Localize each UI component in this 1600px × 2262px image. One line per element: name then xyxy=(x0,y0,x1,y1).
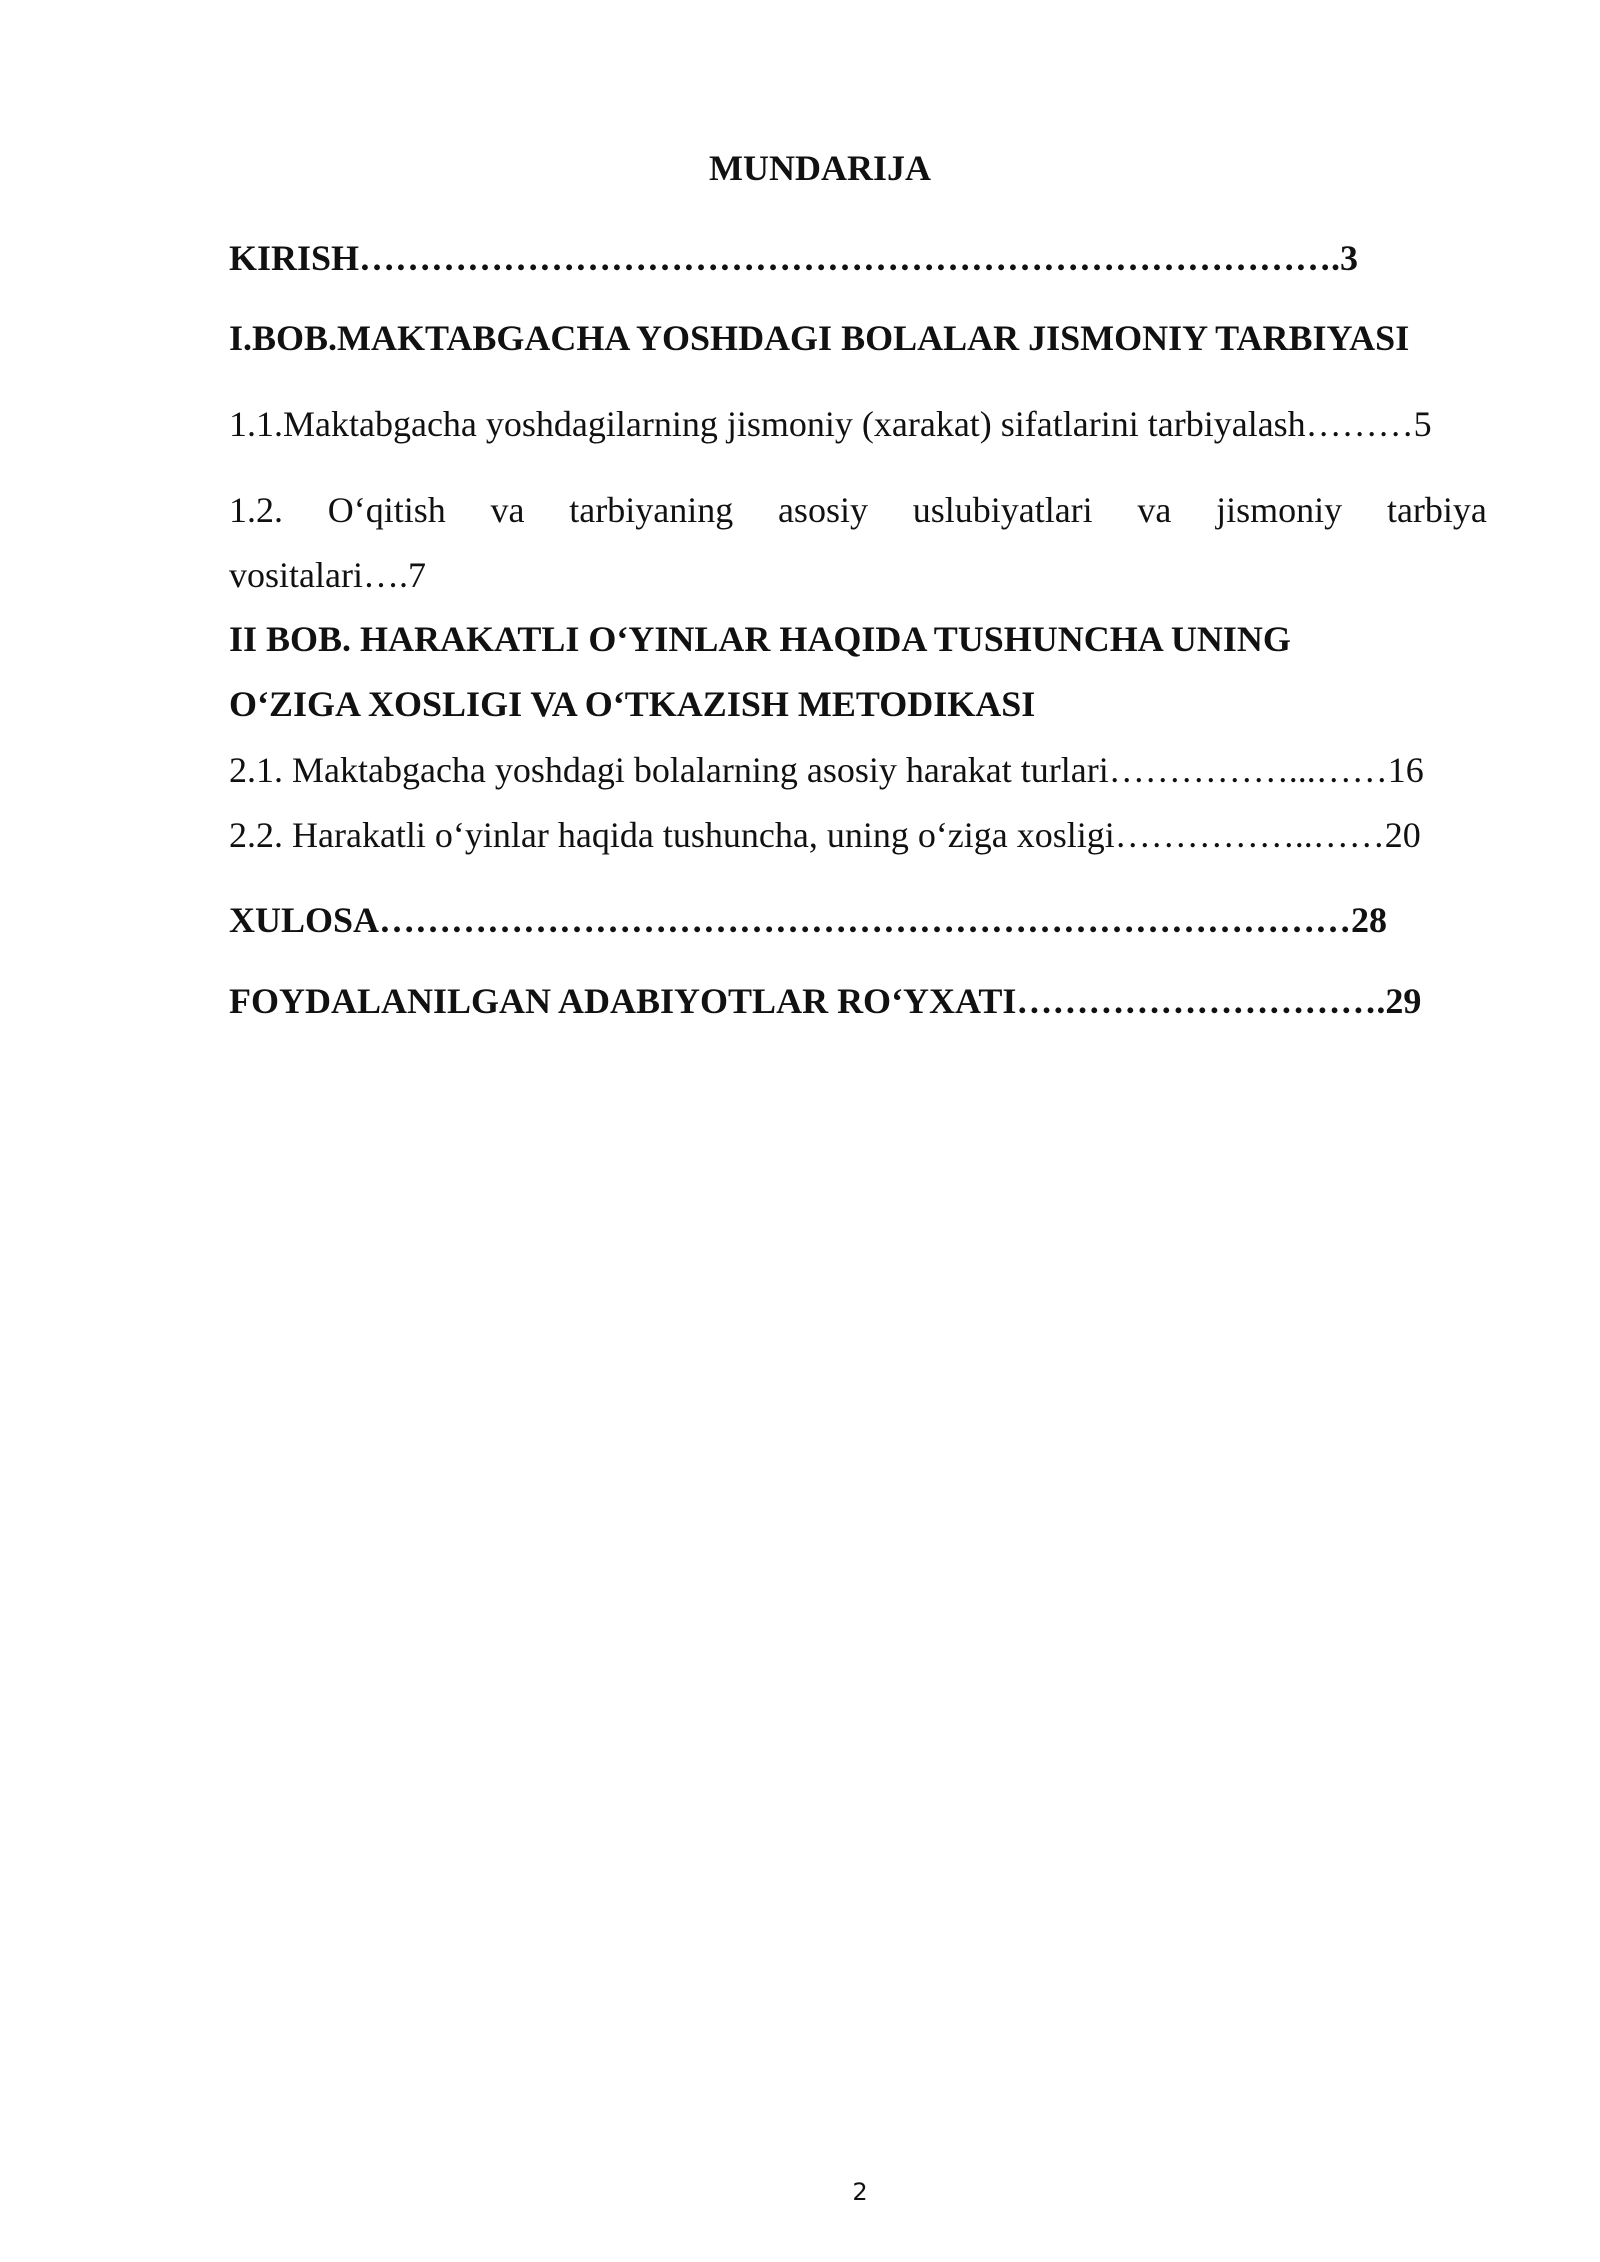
toc-entry-xulosa: XULOSA………………………………………………………………………28 xyxy=(229,900,1388,940)
page-number: 2 xyxy=(852,2178,868,2206)
toc-word: uslubiyatlari xyxy=(912,490,1093,530)
toc-word: 1.2. xyxy=(229,490,283,530)
toc-word: O‘qitish xyxy=(327,490,446,530)
toc-entry-bob1: I.BOB.MAKTABGACHA YOSHDAGI BOLALAR JISMONIY TARBIYASI xyxy=(229,318,1410,358)
toc-entry-bob2-line2: O‘ZIGA XOSLIGI VA O‘TKAZISH METODIKASI xyxy=(229,684,1036,724)
toc-word: asosiy xyxy=(777,490,868,530)
toc-word: va xyxy=(490,490,525,530)
toc-entry-2-2: 2.2. Harakatli o‘yinlar haqida tushuncha, uning o‘ziga xosligi……………..……20 xyxy=(229,815,1421,855)
toc-entry-1-2-continued: vositalari….7 xyxy=(229,555,426,595)
toc-entry-1-1: 1.1.Maktabgacha yoshdagilarning jismoniy (xarakat) sifatlarini tarbiyalash………5 xyxy=(229,404,1432,444)
toc-word: jismoniy xyxy=(1216,490,1343,530)
toc-word: tarbiya xyxy=(1386,490,1487,530)
toc-entry-kirish: KIRISH……………………………………………………………………….3 xyxy=(229,238,1359,278)
toc-entry-adabiyotlar: FOYDALANILGAN ADABIYOTLAR RO‘YXATI………………………….29 xyxy=(229,981,1422,1021)
toc-word: tarbiyaning xyxy=(569,490,734,530)
toc-entry-2-1: 2.1. Maktabgacha yoshdagi bolalarning asosiy harakat turlari……………...……16 xyxy=(229,750,1424,790)
page-title: MUNDARIJA xyxy=(709,148,931,188)
toc-word: va xyxy=(1137,490,1172,530)
toc-entry-bob2-line1: II BOB. HARAKATLI O‘YINLAR HAQIDA TUSHUNCHA UNING xyxy=(229,619,1291,659)
toc-entry-1-2 xyxy=(229,492,1487,528)
